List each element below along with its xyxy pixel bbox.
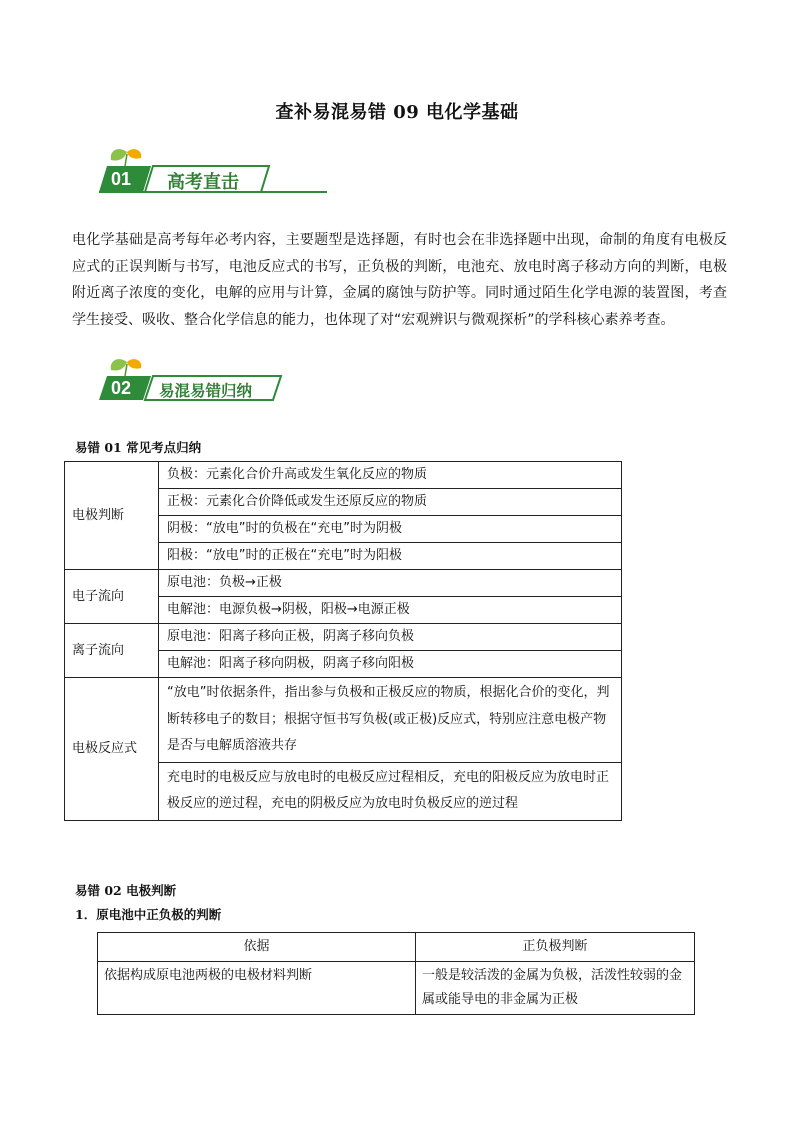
table-cell: 正极：元素化合价降低或发生还原反应的物质 xyxy=(159,489,622,516)
section-label: 高考直击 xyxy=(167,172,239,193)
table-cell: 电解池：阳离子移向阴极，阴离子移向阳极 xyxy=(159,651,622,678)
table-cell: 电解池：电源负极→阴极，阳极→电源正极 xyxy=(159,597,622,624)
table-cell: 阳极：“放电”时的正极在“充电”时为阳极 xyxy=(159,543,622,570)
table-row xyxy=(65,678,622,763)
category-cell: 离子流向 xyxy=(65,624,159,678)
section-badge-01 xyxy=(97,146,337,196)
table-row xyxy=(65,462,622,489)
error-02-heading: 易错 02 电极判断 xyxy=(75,883,177,898)
column-header: 依据 xyxy=(98,933,416,962)
section-number: 01 xyxy=(111,169,132,189)
error-01-heading: 易错 01 常见考点归纳 xyxy=(75,440,202,455)
column-header: 正负极判断 xyxy=(416,933,695,962)
table-row xyxy=(65,624,622,651)
section-badge-02 xyxy=(97,356,337,406)
table-cell: 一般是较活泼的金属为负极，活泼性较弱的金属或能导电的非金属为正极 xyxy=(416,962,695,1015)
category-cell: 电极反应式 xyxy=(65,678,159,821)
page-title: 查补易混易错 09 电化学基础 xyxy=(275,102,519,123)
table-cell: “放电”时依据条件，指出参与负极和正极反应的物质，根据化合价的变化，判断转移电子的数目；根据守恒书写负极(或正极)反应式，特别应注意电极产物是否与电解质溶液共存 xyxy=(159,678,622,763)
table-row xyxy=(98,962,695,1015)
table-cell: 依据构成原电池两极的电极材料判断 xyxy=(98,962,416,1015)
table-cell: 负极：元素化合价升高或发生氧化反应的物质 xyxy=(159,462,622,489)
table-cell: 原电池：负极→正极 xyxy=(159,570,622,597)
section-label: 易混易错归纳 xyxy=(159,382,253,400)
anode-cathode-criteria-table xyxy=(97,932,695,1015)
category-cell: 电极判断 xyxy=(65,462,159,570)
table-row xyxy=(65,570,622,597)
key-points-table xyxy=(64,461,622,821)
table-header-row xyxy=(98,933,695,962)
category-cell: 电子流向 xyxy=(65,570,159,624)
intro-paragraph: 电化学基础是高考每年必考内容，主要题型是选择题，有时也会在非选择题中出现，命制的角度有电极反应式的正误判断与书写，电池反应式的书写，正负极的判断，电池充、放电时离子移动方向的判断，电极附近离子浓度的变化，电解的应用与计算，金属的腐蚀与防护等。同时通过陌生化学电源的装置图，考查学生接受、吸收、整合化学信息的能力，也体现了对“宏观辨识与微观探析”的学科核心素养考查。 xyxy=(72,232,727,328)
subsection-1-heading: 1．原电池中正负极的判断 xyxy=(75,907,222,922)
table-cell: 阴极：“放电”时的负极在“充电”时为阴极 xyxy=(159,516,622,543)
table-cell: 充电时的电极反应与放电时的电极反应过程相反，充电的阳极反应为放电时正极反应的逆过程，充电的阴极反应为放电时负极反应的逆过程 xyxy=(159,762,622,820)
section-number: 02 xyxy=(111,378,132,398)
table-cell: 原电池：阳离子移向正极，阴离子移向负极 xyxy=(159,624,622,651)
